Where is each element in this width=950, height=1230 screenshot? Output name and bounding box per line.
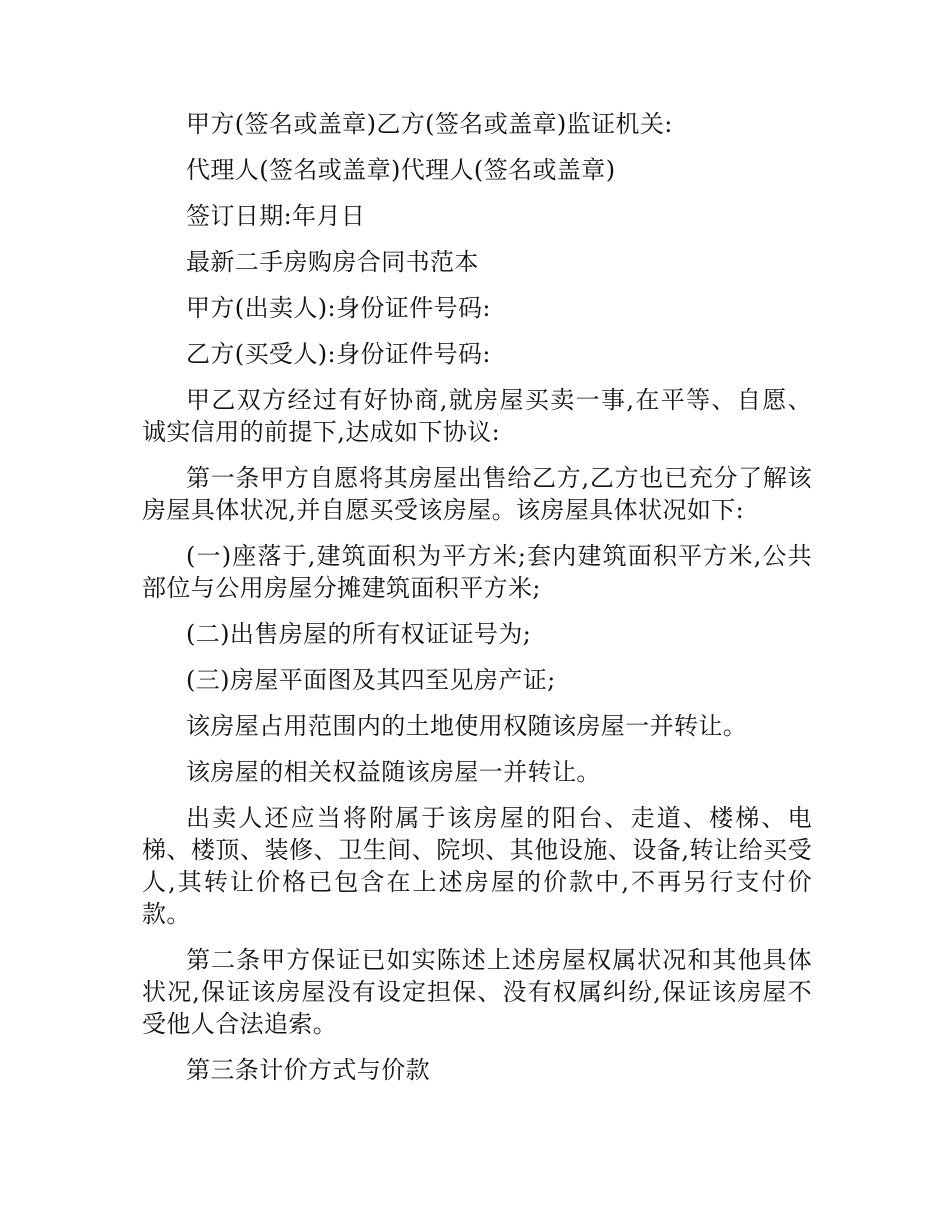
article-2: 第二条甲方保证已如实陈述上述房屋权属状况和其他具体状况,保证该房屋没有设定担保、没有权属纠纷,保证该房屋不受他人合法追索。 xyxy=(142,946,812,1038)
article-3-heading: 第三条计价方式与价款 xyxy=(186,1056,430,1084)
land-use-right-paragraph: 该房屋占用范围内的土地使用权随该房屋一并转让。 xyxy=(186,712,748,740)
signature-line-agents: 代理人(签名或盖章)代理人(签名或盖章) xyxy=(186,156,616,184)
article-1-item-3: (三)房屋平面图及其四至见房产证; xyxy=(186,666,556,694)
document-title: 最新二手房购房合同书范本 xyxy=(186,248,479,276)
article-1-item-1: (一)座落于,建筑面积为平方米;套内建筑面积平方米,公共部位与公用房屋分摊建筑面积平方米; xyxy=(142,542,812,602)
article-1: 第一条甲方自愿将其房屋出售给乙方,乙方也已充分了解该房屋具体状况,并自愿买受该房屋。该房屋具体状况如下: xyxy=(142,464,812,524)
signing-date: 签订日期:年月日 xyxy=(186,202,366,230)
document-body xyxy=(142,108,812,1100)
party-a-seller: 甲方(出卖人):身份证件号码: xyxy=(186,294,491,322)
article-1-item-2: (二)出售房屋的所有权证证号为; xyxy=(186,620,532,648)
preamble-paragraph: 甲乙双方经过有好协商,就房屋买卖一事,在平等、自愿、诚实信用的前提下,达成如下协议: xyxy=(142,386,812,446)
party-b-buyer: 乙方(买受人):身份证件号码: xyxy=(186,340,491,368)
attached-facilities-paragraph: 出卖人还应当将附属于该房屋的阳台、走道、楼梯、电梯、楼顶、装修、卫生间、院坝、其他设施、设备,转让给买受人,其转让价格已包含在上述房屋的价款中,不再另行支付价款。 xyxy=(142,804,812,928)
related-rights-paragraph: 该房屋的相关权益随该房屋一并转让。 xyxy=(186,758,601,786)
signature-line-parties: 甲方(签名或盖章)乙方(签名或盖章)监证机关: xyxy=(186,110,673,138)
